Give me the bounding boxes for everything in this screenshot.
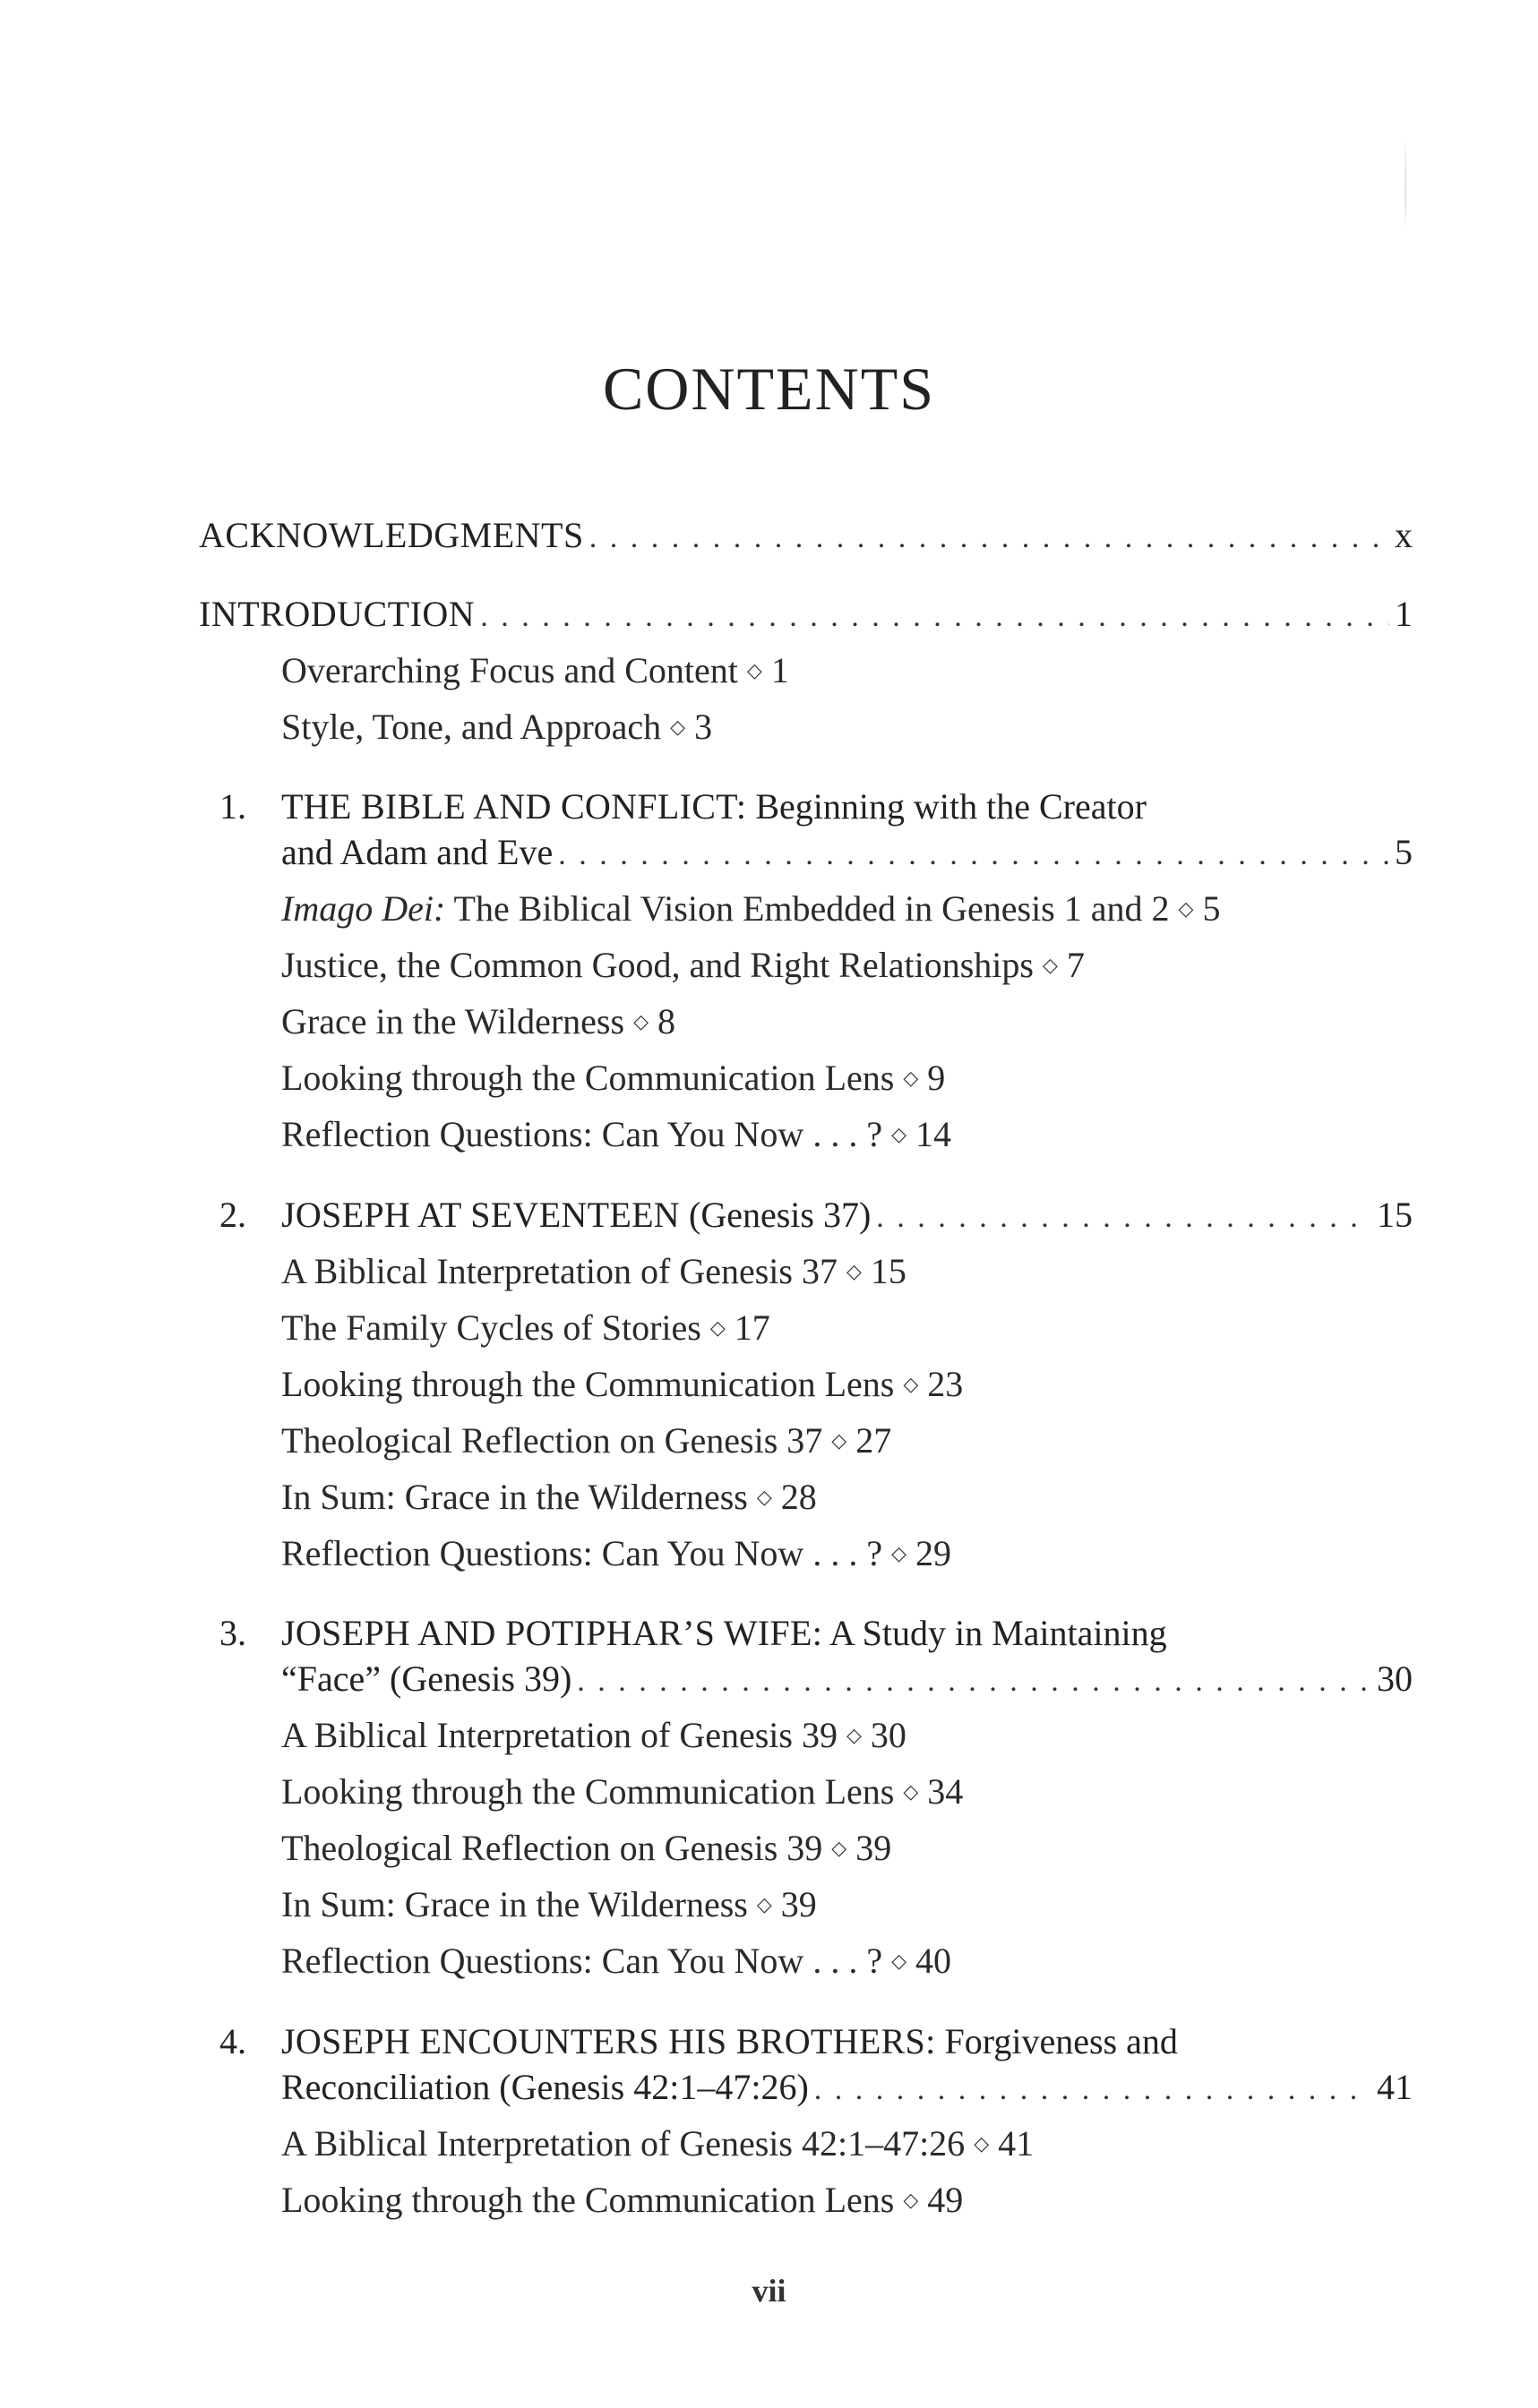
diamond-separator-icon: ◇	[709, 1316, 726, 1339]
diamond-separator-icon: ◇	[891, 1542, 906, 1564]
dot-leader	[577, 1660, 1371, 1703]
subentry-label: Justice, the Common Good, and Right Relationships	[281, 945, 1034, 985]
chapter-title-line2: “Face” (Genesis 39)	[281, 1658, 572, 1699]
dot-leader	[876, 1196, 1371, 1239]
toc-subentry[interactable]	[281, 1419, 891, 1468]
chapter-title-caps: THE BIBLE AND CONFLICT:	[281, 786, 747, 827]
diamond-separator-icon: ◇	[831, 1837, 847, 1859]
subentry-label: A Biblical Interpretation of Genesis 42:1–47:26	[281, 2123, 966, 2164]
subentry-label: A Biblical Interpretation of Genesis 37	[281, 1251, 838, 1291]
subentry-page-number: 40	[915, 1941, 951, 1981]
subentry-page-number: 8	[657, 1001, 675, 1041]
chapter-title-caps: JOSEPH AND POTIPHAR’S WIFE:	[281, 1613, 823, 1653]
dot-leader	[558, 834, 1389, 877]
subentry-page-number: 39	[855, 1828, 892, 1868]
entry-label: ACKNOWLEDGMENTS	[199, 515, 584, 555]
subentry-page-number: 14	[915, 1114, 951, 1154]
diamond-separator-icon: ◇	[756, 1893, 772, 1915]
diamond-separator-icon: ◇	[633, 1010, 649, 1033]
subentry-page-number: 9	[927, 1058, 946, 1098]
chapter-title-line2: Reconciliation (Genesis 42:1–47:26)	[281, 2067, 809, 2107]
subentry-label: Overarching Focus and Content	[281, 650, 738, 690]
subentry-page-number: 5	[1202, 888, 1221, 929]
diamond-separator-icon: ◇	[831, 1429, 847, 1452]
diamond-separator-icon: ◇	[903, 1373, 919, 1395]
subentry-label: Looking through the Communication Lens	[281, 1364, 895, 1404]
diamond-separator-icon: ◇	[1042, 954, 1058, 976]
subentry-page-number: 23	[927, 1364, 964, 1404]
diamond-separator-icon: ◇	[891, 1123, 906, 1145]
subentry-page-number: 30	[870, 1715, 906, 1755]
toc-subentry[interactable]	[281, 1113, 951, 1161]
subentry-page-number: 29	[915, 1533, 951, 1573]
subentry-page-number: 27	[855, 1420, 892, 1461]
toc-subentry[interactable]	[281, 1827, 891, 1875]
subentry-page-number: 39	[780, 1884, 817, 1924]
toc-subentry[interactable]	[281, 1307, 770, 1355]
toc-subentry[interactable]	[281, 649, 789, 698]
toc-subentry[interactable]	[281, 1883, 817, 1932]
toc-subentry[interactable]	[281, 1714, 906, 1762]
subentry-label: Theological Reflection on Genesis 37	[281, 1420, 823, 1461]
dot-leader	[589, 517, 1389, 560]
page-number-folio: vii	[752, 2273, 786, 2309]
subentry-page-number: 1	[770, 650, 789, 690]
page-title: CONTENTS	[602, 355, 936, 423]
subentry-label: Reflection Questions: Can You Now . . . ?	[281, 1941, 883, 1981]
toc-subentry[interactable]	[281, 1940, 951, 1988]
diamond-separator-icon: ◇	[903, 2189, 919, 2211]
entry-label: INTRODUCTION	[199, 594, 476, 634]
chapter-number: 3.	[219, 1613, 246, 1653]
toc-subentry[interactable]	[281, 1476, 817, 1524]
subentry-label: Theological Reflection on Genesis 39	[281, 1828, 823, 1868]
diamond-separator-icon: ◇	[903, 1780, 919, 1803]
toc-subentry[interactable]	[281, 1000, 675, 1049]
toc-subentry[interactable]	[281, 1057, 945, 1105]
subentry-label: In Sum: Grace in the Wilderness	[281, 1884, 748, 1924]
toc-subentry[interactable]	[281, 944, 1085, 992]
subentry-label: Looking through the Communication Lens	[281, 1771, 895, 1812]
subentry-label: Style, Tone, and Approach	[281, 707, 662, 747]
subentry-page-number: 49	[927, 2180, 964, 2220]
toc-entry-introduction[interactable]	[199, 593, 1413, 638]
subentry-label: Looking through the Communication Lens	[281, 2180, 895, 2220]
diamond-separator-icon: ◇	[974, 2132, 990, 2155]
subentry-label: In Sum: Grace in the Wilderness	[281, 1477, 748, 1517]
subentry-page-number: 7	[1066, 945, 1085, 985]
chapter-title-rest: A Study in Maintaining	[822, 1613, 1167, 1653]
subentry-label: Reflection Questions: Can You Now . . . ?	[281, 1114, 883, 1154]
toc-subentry[interactable]	[281, 1250, 906, 1298]
subentry-page-number: 28	[780, 1477, 817, 1517]
subentry-label: A Biblical Interpretation of Genesis 39	[281, 1715, 838, 1755]
diamond-separator-icon: ◇	[1178, 897, 1194, 920]
diamond-separator-icon: ◇	[670, 716, 686, 738]
toc-subentry[interactable]	[281, 2179, 963, 2227]
chapter-title-line2: and Adam and Eve	[281, 832, 554, 872]
entry-page-number: 1	[1395, 594, 1413, 634]
subentry-page-number: 41	[998, 2123, 1035, 2164]
scan-artifact	[1405, 134, 1406, 233]
toc-subentry[interactable]	[281, 706, 712, 754]
diamond-separator-icon: ◇	[746, 659, 762, 681]
subentry-page-number: 3	[694, 707, 713, 747]
subentry-label: Grace in the Wilderness	[281, 1001, 625, 1041]
diamond-separator-icon: ◇	[756, 1486, 772, 1508]
subentry-page-number: 17	[734, 1307, 770, 1348]
subentry-label-italic: Imago Dei:	[281, 888, 446, 929]
toc-subentry[interactable]	[281, 2122, 1034, 2171]
toc-subentry[interactable]	[281, 1770, 963, 1819]
toc-subentry[interactable]	[281, 1532, 951, 1581]
chapter-page-number: 41	[1377, 2067, 1413, 2107]
diamond-separator-icon: ◇	[903, 1067, 919, 1089]
chapter-title-caps: JOSEPH ENCOUNTERS HIS BROTHERS:	[281, 2021, 936, 2061]
subentry-label: Looking through the Communication Lens	[281, 1058, 895, 1098]
dot-leader	[480, 596, 1389, 638]
chapter-title-rest: Beginning with the Creator	[746, 786, 1147, 827]
subentry-label: Reflection Questions: Can You Now . . . ?	[281, 1533, 883, 1573]
chapter-title-rest: Forgiveness and	[935, 2021, 1178, 2061]
entry-page-number: x	[1395, 515, 1413, 555]
diamond-separator-icon: ◇	[846, 1260, 862, 1282]
chapter-title-rest: (Genesis 37)	[680, 1195, 872, 1235]
subentry-page-number: 34	[927, 1771, 964, 1812]
chapter-page-number: 5	[1395, 832, 1413, 872]
toc-entry-acknowledgments[interactable]	[199, 514, 1413, 560]
dot-leader	[814, 2069, 1371, 2112]
chapter-title-caps: JOSEPH AT SEVENTEEN	[281, 1195, 680, 1235]
chapter-number: 2.	[219, 1195, 246, 1235]
toc-subentry[interactable]	[281, 887, 1220, 936]
subentry-label: The Biblical Vision Embedded in Genesis 1 and 2	[445, 888, 1170, 929]
toc-subentry[interactable]	[281, 1363, 963, 1411]
subentry-page-number: 15	[870, 1251, 906, 1291]
chapter-page-number: 15	[1377, 1195, 1413, 1235]
diamond-separator-icon: ◇	[846, 1724, 862, 1746]
subentry-label: The Family Cycles of Stories	[281, 1307, 701, 1348]
diamond-separator-icon: ◇	[891, 1950, 906, 1972]
chapter-number: 4.	[219, 2021, 246, 2061]
chapter-number: 1.	[219, 786, 246, 827]
chapter-page-number: 30	[1377, 1658, 1413, 1699]
